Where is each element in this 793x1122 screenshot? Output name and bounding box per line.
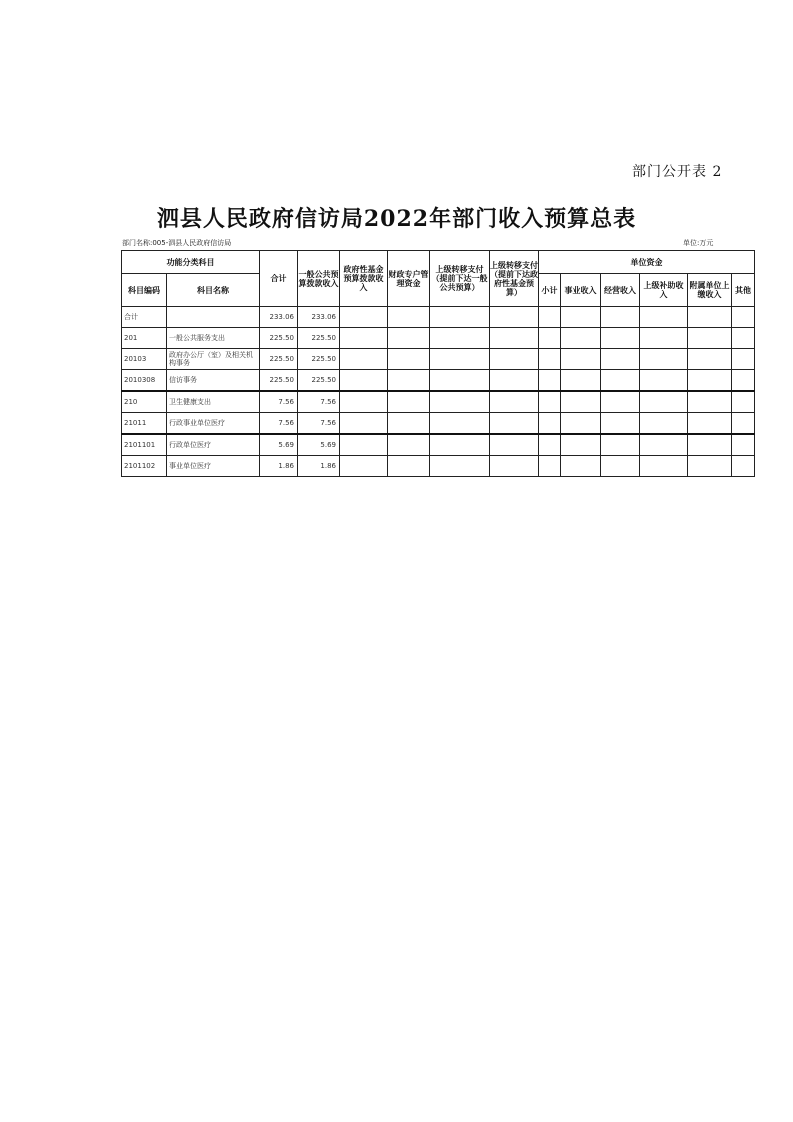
header-fiscal-special: 财政专户管理资金	[388, 251, 430, 307]
header-general-budget: 一般公共预算拨款收入	[298, 251, 340, 307]
row-general: 225.50	[298, 328, 340, 349]
row-total: 5.69	[260, 434, 298, 456]
header-transfer-general: 上级转移支付（提前下达一般公共预算）	[430, 251, 490, 307]
row-total: 233.06	[260, 307, 298, 328]
header-affiliated: 附属单位上缴收入	[688, 274, 732, 307]
row-code: 2010308	[122, 370, 167, 392]
table-row	[122, 456, 755, 477]
row-code: 210	[122, 391, 167, 413]
row-code: 2101102	[122, 456, 167, 477]
row-name: 行政单位医疗	[167, 434, 260, 456]
row-name	[167, 307, 260, 328]
header-transfer-fund: 上级转移支付（提前下达政府性基金预算）	[490, 251, 539, 307]
department-name: 部门名称:005-泗县人民政府信访局	[122, 239, 232, 247]
header-superior-subsidy: 上级补助收入	[640, 274, 688, 307]
header-business-income: 事业收入	[561, 274, 601, 307]
header-code: 科目编码	[122, 274, 167, 307]
row-name: 行政事业单位医疗	[167, 413, 260, 435]
row-total: 225.50	[260, 328, 298, 349]
header-subtotal: 小计	[539, 274, 561, 307]
budget-table	[121, 250, 755, 477]
row-code: 2101101	[122, 434, 167, 456]
row-general: 5.69	[298, 434, 340, 456]
header-name: 科目名称	[167, 274, 260, 307]
row-name: 事业单位医疗	[167, 456, 260, 477]
row-code: 201	[122, 328, 167, 349]
table-row	[122, 328, 755, 349]
row-general: 1.86	[298, 456, 340, 477]
row-name: 卫生健康支出	[167, 391, 260, 413]
table-row	[122, 434, 755, 456]
row-total: 225.50	[260, 349, 298, 370]
header-total: 合计	[260, 251, 298, 307]
row-general: 7.56	[298, 413, 340, 435]
header-unit-funds: 单位资金	[539, 251, 755, 274]
table-row	[122, 349, 755, 370]
row-name: 信访事务	[167, 370, 260, 392]
header-operating-income: 经营收入	[601, 274, 640, 307]
unit-label: 单位:万元	[683, 239, 714, 247]
row-total: 7.56	[260, 391, 298, 413]
row-total: 225.50	[260, 370, 298, 392]
page-title: 泗县人民政府信访局2022年部门收入预算总表	[156, 206, 637, 232]
row-name: 一般公共服务支出	[167, 328, 260, 349]
row-general: 233.06	[298, 307, 340, 328]
header-func-group: 功能分类科目	[122, 251, 260, 274]
row-code: 20103	[122, 349, 167, 370]
row-total: 1.86	[260, 456, 298, 477]
header-other: 其他	[732, 274, 755, 307]
row-code: 合计	[122, 307, 167, 328]
row-total: 7.56	[260, 413, 298, 435]
row-general: 225.50	[298, 370, 340, 392]
header-gov-fund: 政府性基金预算拨款收入	[340, 251, 388, 307]
row-code: 21011	[122, 413, 167, 435]
form-number: 部门公开表 2	[632, 164, 723, 180]
row-general: 225.50	[298, 349, 340, 370]
table-row	[122, 307, 755, 328]
table-row	[122, 370, 755, 392]
row-name: 政府办公厅（室）及相关机构事务	[167, 349, 260, 370]
table-row	[122, 391, 755, 413]
table-row	[122, 413, 755, 435]
row-general: 7.56	[298, 391, 340, 413]
